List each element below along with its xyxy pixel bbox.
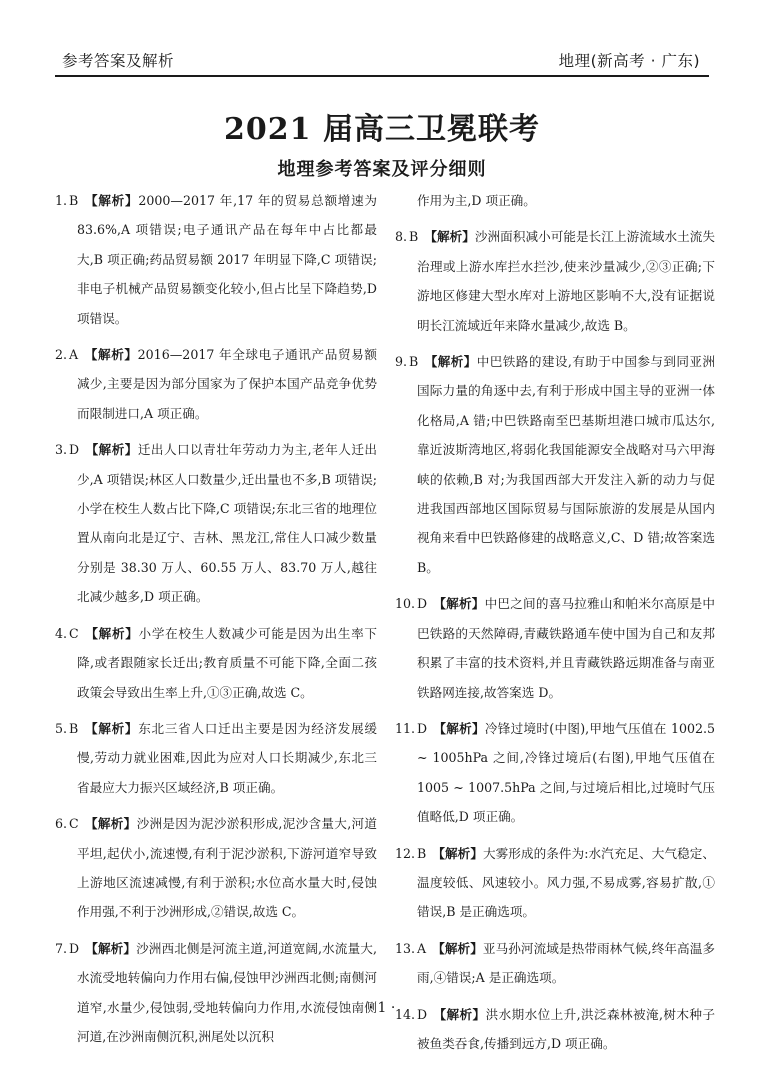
header-right-label: 地理(新高考 · 广东) bbox=[558, 52, 700, 70]
item-number: 4. bbox=[55, 625, 68, 641]
item-text: 2016—2017 年全球电子通讯产品贸易额减少,主要是因为部分国家为了保护本国产品竞争优势而限制进口,A 项正确。 bbox=[77, 347, 378, 421]
item-number: 10. bbox=[395, 596, 416, 612]
analysis-tag: 【解析】 bbox=[85, 442, 138, 458]
item-answer: A bbox=[417, 940, 427, 956]
item-number: 2. bbox=[55, 347, 68, 363]
item-number: 6. bbox=[55, 816, 68, 832]
continued-text: 作用为主,D 项正确。 bbox=[417, 193, 536, 208]
analysis-tag: 【解析】 bbox=[424, 229, 475, 245]
header-rule bbox=[55, 75, 709, 77]
item-answer: B bbox=[69, 720, 79, 736]
answer-item bbox=[55, 809, 377, 927]
item-text: 2000—2017 年,17 年的贸易总额增速为 83.6%,A 项错误;电子通讯产品在每年中占比都最大,B 项正确;药品贸易额 2017 年明显下降,C 项错误;非电子机械产品贸易额变化较小,但占比呈下降趋势,D 项错误。 bbox=[77, 193, 378, 326]
item-number: 14. bbox=[395, 1006, 416, 1022]
analysis-tag: 【解析】 bbox=[432, 845, 483, 861]
analysis-tag: 【解析】 bbox=[85, 940, 137, 956]
item-text: 大雾形成的条件为:水汽充足、大气稳定、温度较低、风速较小。风力强,不易成雾,容易扩散,①错误,B 是正确选项。 bbox=[417, 845, 716, 920]
item-number: 13. bbox=[395, 940, 416, 956]
page-number: · 1 · bbox=[368, 1000, 396, 1016]
page-subtitle: 地理参考答案及评分细则 bbox=[277, 159, 487, 180]
analysis-tag: 【解析】 bbox=[424, 354, 477, 370]
item-answer: C bbox=[69, 625, 79, 641]
item-answer: C bbox=[69, 816, 79, 832]
item-answer: A bbox=[69, 347, 79, 363]
answer-item bbox=[395, 589, 715, 707]
analysis-tag: 【解析】 bbox=[433, 1006, 486, 1022]
item-text: 亚马孙河流域是热带雨林气候,终年高温多雨,④错误;A 是正确选项。 bbox=[417, 940, 715, 986]
item-number: 7. bbox=[55, 940, 68, 956]
item-answer: D bbox=[417, 720, 428, 736]
header-left-label: 参考答案及解析 bbox=[62, 52, 175, 70]
item-number: 1. bbox=[55, 193, 68, 208]
answer-item bbox=[395, 934, 715, 993]
item-text: 东北三省人口迁出主要是因为经济发展缓慢,劳动力就业困难,因此为应对人口长期减少,东北三省最应大力振兴区域经济,B 项正确。 bbox=[77, 720, 378, 795]
answer-item bbox=[55, 435, 377, 611]
item-text: 中巴铁路的建设,有助于中国参与到同亚洲国际力量的角逐中去,有利于形成中国主导的亚洲一体化格局,A 错;中巴铁路南至巴基斯坦港口城市瓜达尔,靠近波斯湾地区,将弱化我国能源安全战略对马六甲海峡的依赖,B 对;为我国西部大开发注入新的动力与促进我国西部地区国际贸易与国际旅游的发展是从国内视角来看中巴铁路修建的战略意义,C、D 错;故答案选 B。 bbox=[417, 354, 715, 575]
answer-item bbox=[55, 934, 377, 1052]
answer-item bbox=[395, 222, 715, 340]
item-answer: D bbox=[417, 596, 428, 612]
item-number: 11. bbox=[395, 720, 416, 736]
answer-item bbox=[395, 839, 715, 927]
item-text: 沙洲是因为泥沙淤积形成,泥沙含量大,河道平坦,起伏小,流速慢,有利于泥沙淤积,下游河道窄导致上游地区流速减慢,有利于淤积;水位高水量大时,侵蚀作用强,不利于沙洲形成,②错误,故选 C。 bbox=[77, 816, 377, 920]
analysis-tag: 【解析】 bbox=[433, 596, 485, 612]
answer-item bbox=[55, 619, 377, 707]
answer-item bbox=[395, 347, 715, 582]
answer-item bbox=[55, 186, 377, 333]
item-number: 3. bbox=[55, 442, 68, 458]
item-text: 中巴之间的喜马拉雅山和帕米尔高原是中巴铁路的天然障碍,青藏铁路通车使中国为自己和友邦积累了丰富的技术资料,并且青藏铁路远期准备与南亚铁路网连接,故答案选 D。 bbox=[417, 596, 716, 700]
item-answer: B bbox=[69, 193, 79, 208]
item-text: 沙洲西北侧是河流主道,河道宽阔,水流量大,水流受地转偏向力作用右偏,侵蚀甲沙洲西北侧;南侧河道窄,水量少,侵蚀弱,受地转偏向力作用,水流侵蚀南侧河道,在沙洲南侧沉积,洲尾处以沉积 bbox=[77, 940, 378, 1044]
item-answer: B bbox=[409, 354, 419, 370]
analysis-tag: 【解析】 bbox=[84, 193, 139, 208]
item-answer: B bbox=[409, 229, 419, 245]
item-text: 洪水期水位上升,洪泛森林被淹,树木种子被鱼类吞食,传播到远方,D 项正确。 bbox=[417, 1006, 715, 1051]
analysis-tag: 【解析】 bbox=[432, 940, 483, 956]
right-column bbox=[395, 186, 715, 1065]
analysis-tag: 【解析】 bbox=[433, 720, 485, 736]
analysis-tag: 【解析】 bbox=[84, 347, 138, 363]
analysis-tag: 【解析】 bbox=[84, 720, 139, 736]
item-answer: D bbox=[69, 940, 80, 956]
item-text: 迁出人口以青壮年劳动力为主,老年人迁出少,A 项错误;林区人口数量少,迁出量也不多,B 项错误;小学在校生人数占比下降,C 项错误;东北三省的地理位置从南向北是辽宁、吉林、黑龙江,常住人口减少数量分别是 38.30 万人、60.55 万人、83.70 万人,越往北减少越多,D 项正确。 bbox=[77, 442, 377, 605]
answer-item bbox=[395, 714, 715, 832]
page-title: 2021 届高三卫冕联考 bbox=[224, 112, 540, 147]
item-number: 5. bbox=[55, 720, 68, 736]
analysis-tag: 【解析】 bbox=[84, 625, 139, 641]
item-text: 小学在校生人数减少可能是因为出生率下降,或者跟随家长迁出;教育质量不可能下降,全面二孩政策会导致出生率上升,①③正确,故选 C。 bbox=[77, 625, 378, 700]
item-answer: B bbox=[417, 845, 427, 861]
item-text: 冷锋过境时(中图),甲地气压值在 1002.5 ~ 1005hPa 之间,冷锋过境后(右图),甲地气压值在 1005 ~ 1007.5hPa 之间,与过境后相比,过境时气压值略低,D 项正确。 bbox=[417, 720, 716, 825]
item-number: 8. bbox=[395, 229, 408, 245]
item-number: 9. bbox=[395, 354, 408, 370]
item-text: 沙洲面积减小可能是长江上游流域水土流失治理或上游水库拦水拦沙,使来沙量减少,②③正确;下游地区修建大型水库对上游地区影响不大,没有证据说明长江流域近年来降水量减少,故选 B。 bbox=[417, 229, 716, 333]
left-column bbox=[55, 186, 377, 1058]
answer-item bbox=[55, 340, 377, 428]
item-number: 12. bbox=[395, 845, 416, 861]
analysis-tag: 【解析】 bbox=[84, 816, 137, 832]
item-answer: D bbox=[69, 442, 80, 458]
answer-item bbox=[55, 714, 377, 802]
item-answer: D bbox=[417, 1006, 428, 1022]
